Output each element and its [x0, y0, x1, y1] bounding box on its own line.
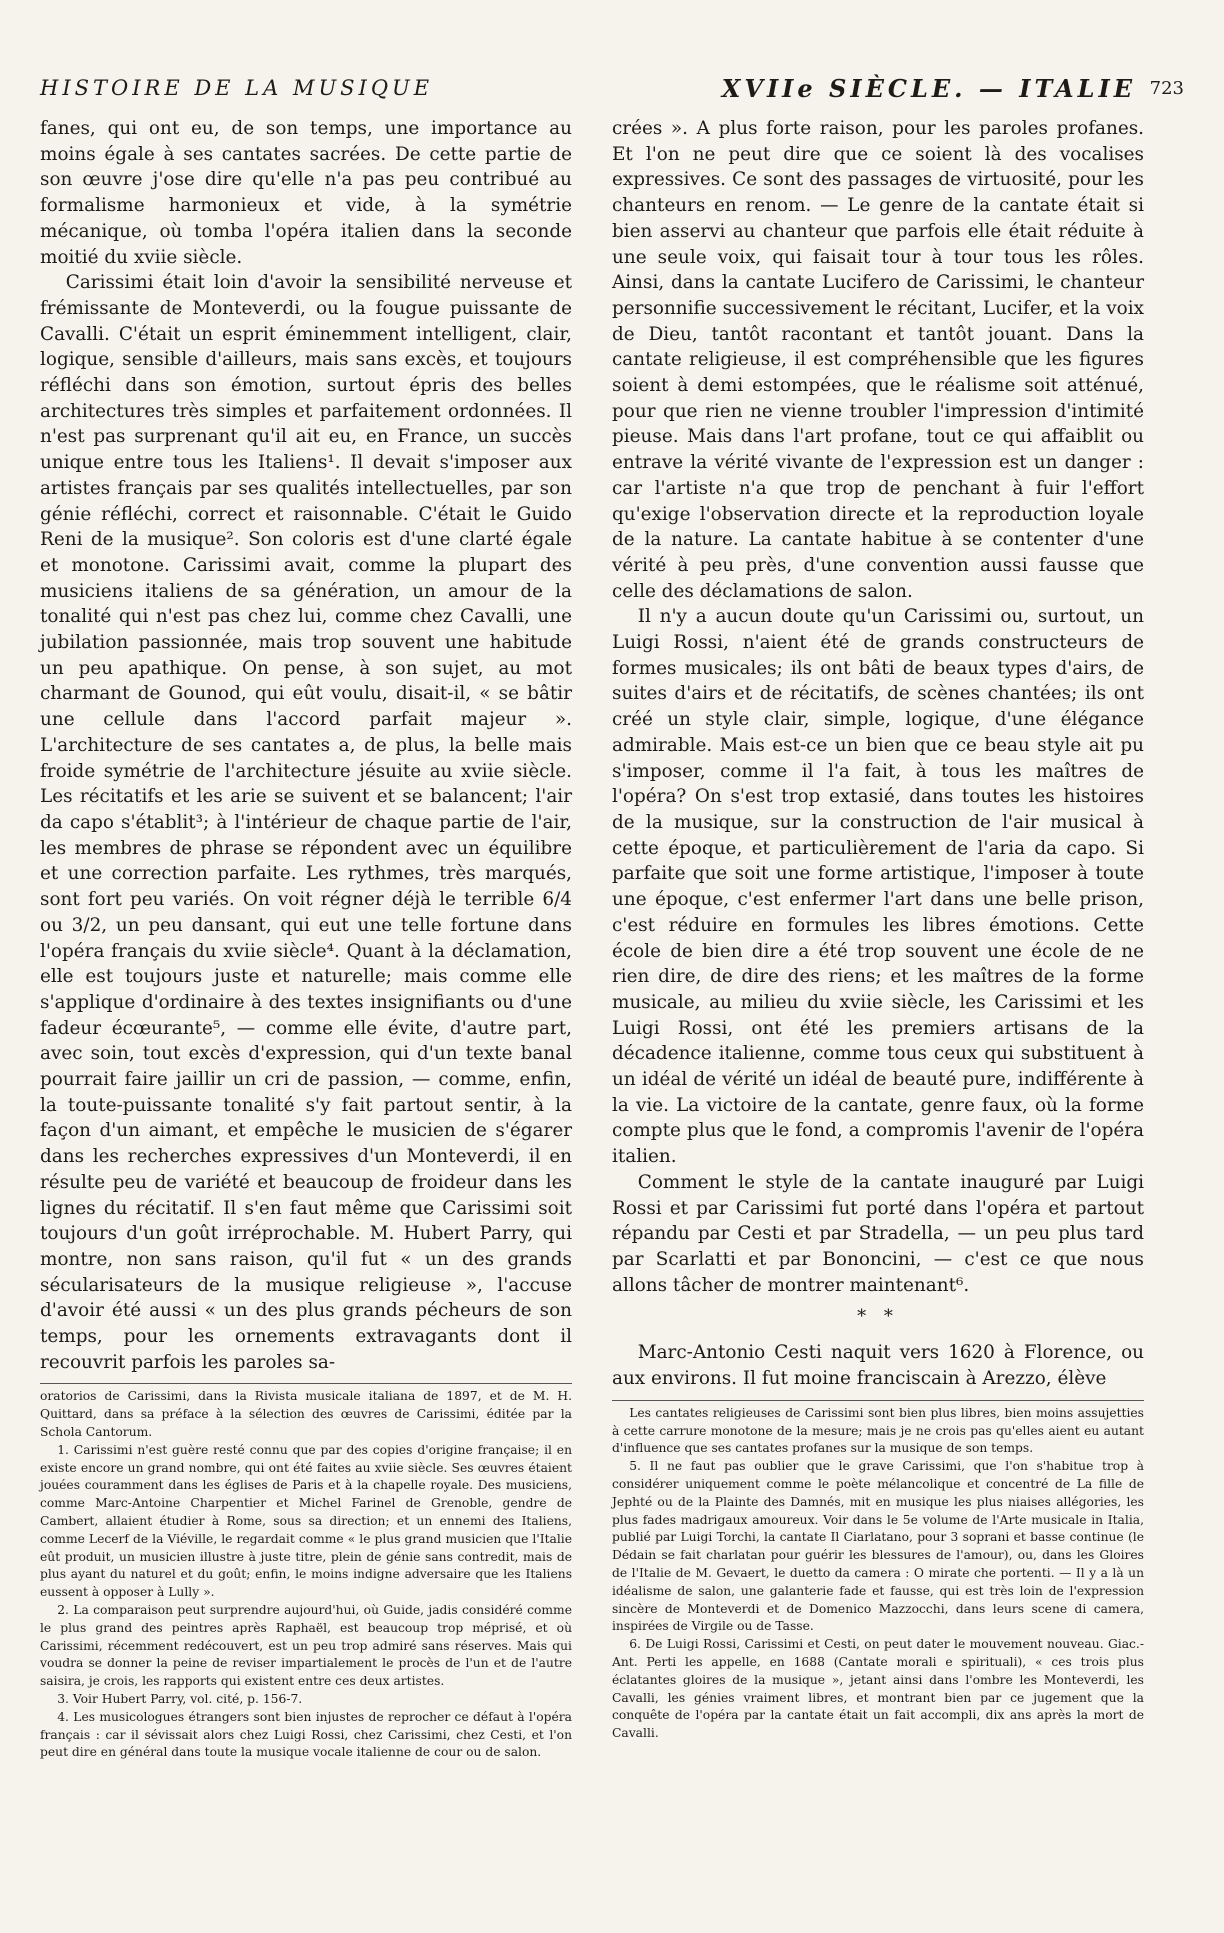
footnote: 1. Carissimi n'est guère resté connu que par des copies d'origine française; il en existe encore un grand nombre, qui ont été faites au xviie siècle. Ses œuvres étaient jouées couramment dans les églises de Paris et à la chapelle royale. Des musiciens, comme Marc-Antoine Charpentier et Michel Farinel de Grenoble, gendre de Cambert, allaient étudier à Rome, sous sa direction; et un ennemi des Italiens, comme Lecerf de la Viéville, le regardait comme « le plus grand musicien que l'Italie eût produit, un musicien illustre à juste titre, plein de génie sans contredit, mais de plus ayant du naturel et du goût; enfin, le moins indigne adversaire que les Italiens eussent à opposer à Lully ». — [40, 1442, 572, 1600]
paragraph: Marc-Antonio Cesti naquit vers 1620 à Florence, ou aux environs. Il fut moine franciscain à Arezzo, élève — [612, 1342, 1144, 1390]
paragraph: crées ». A plus forte raison, pour les paroles profanes. Et l'on ne peut dire que ce soient là des vocalises expressives. Ce sont des passages de virtuosité, pour les chanteurs en renom. — Le genre de la cantate était si bien asservi au chanteur que parfois elle était réduite à une seule voix, qui faisait tour à tour tous les rôles. Ainsi, dans la cantate Lucifero de Carissimi, le chanteur personnifie successivement le récitant, Lucifer, et la voix de Dieu, tantôt racontant et tantôt jouant. Dans la cantate religieuse, il est compréhensible que les figures soient à demi estompées, que le réalisme soit atténué, pour que rien ne vienne troubler l'impression d'intimité pieuse. Mais dans l'art profane, tout ce qui affaiblit ou entrave la vérité vivante de l'expression est un danger : car l'artiste n'a que trop de penchant à fuir l'effort qu'exige l'observation directe et la reproduction loyale de la nature. La cantate habitue à se contenter d'une vérité à peu près, d'une convention aussi fausse que celle des déclamations de salon. — [612, 118, 1144, 602]
footnote: 2. La comparaison peut surprendre aujourd'hui, où Guide, jadis considéré comme le plus grand des peintres après Raphaël, est beaucoup trop méprisé, et où Carissimi, récemment redécouvert, est un peu trop admiré sans réserves. Mais qui voudra se donner la peine de reviser impartialement le procès de l'un et de l'autre saisira, je crois, les rapports qui existent entre ces deux artistes. — [40, 1603, 572, 1689]
footnote: 5. Il ne faut pas oublier que le grave Carissimi, que l'on s'habitue trop à considérer uniquement comme le poète mélancolique et concentré de La fille de Jephté ou de la Plainte des Damnés, mit en musique les plus niaises allégories, les plus fades madrigaux amoureux. Voir dans le 5e volume de l'Arte musicale in Italia, publié par Luigi Torchi, la cantate Il Ciarlatano, pour 3 soprani et basse continue (le Dédain se fait charlatan pour guérir les blessures de l'amour), ou, dans les Gloires de l'Italie de M. Gevaert, le duetto da camera : O mirate che portenti. — Il y a là un idéalisme de salon, une galanterie fade et fausse, qui est très loin de l'expression sincère de Monteverdi et de Domenico Mazzocchi, dans leurs scene di camera, inspirées de Virgile ou de Tasse. — [612, 1459, 1144, 1634]
right-column — [612, 116, 1144, 1743]
footnote: 4. Les musicologues étrangers sont bien injustes de reprocher ce défaut à l'opéra français : car il sévissait alors chez Luigi Rossi, chez Carissimi, chez Cesti, et l'on peut dire en général dans toute la musique vocale italienne de cour ou de salon. — [40, 1709, 572, 1760]
right-footnotes — [612, 1400, 1144, 1743]
footnote: oratorios de Carissimi, dans la Rivista musicale italiana de 1897, et de M. H. Quittard, dans sa préface à la sélection des œuvres de Carissimi, éditée par la Schola Cantorum. — [40, 1389, 572, 1440]
left-column — [40, 116, 572, 1762]
footnote: Les cantates religieuses de Carissimi sont bien plus libres, bien moins assujetties à cette carrure monotone de la mesure; mais je ne crois pas qu'elles aient eu autant d'influence que ses cantates profanes sur la musique de son temps. — [612, 1405, 1144, 1456]
left-body-text — [40, 116, 572, 1375]
paragraph: Carissimi était loin d'avoir la sensibilité nerveuse et frémissante de Monteverdi, ou la fougue puissante de Cavalli. C'était un esprit éminemment intelligent, clair, logique, sensible d'ailleurs, mais sans excès, et toujours réfléchi dans son émotion, surtout épris des belles architectures très simples et parfaitement ordonnées. Il n'est pas surprenant qu'il ait eu, en France, un succès unique entre tous les Italiens¹. Il devait s'imposer aux artistes français par ses qualités intellectuelles, par son génie réfléchi, correct et raisonnable. C'était le Guido Reni de la musique². Son coloris est d'une clarté égale et monotone. Carissimi avait, comme la plupart des musiciens italiens de sa génération, un amour de la tonalité qui n'est pas chez lui, comme chez Cavalli, une jubilation passionnée, mais trop souvent une habitude un peu apathique. On pense, à son sujet, au mot charmant de Gounod, qui eût voulu, disait-il, « se bâtir une cellule dans l'accord parfait majeur ». L'architecture de ses cantates a, de plus, la belle mais froide symétrie de l'architecture jésuite au xviie siècle. Les récitatifs et les arie se suivent et se balancent; l'air da capo s'établit³; à l'intérieur de chaque partie de l'air, les membres de phrase se répondent avec un équilibre et une correction parfaite. Les rythmes, très marqués, sont fort peu variés. On voit régner déjà le terrible 6/4 ou 3/2, un peu dansant, qui eut une telle fortune dans l'opéra français du xviie siècle⁴. Quant à la déclamation, elle est toujours juste et naturelle; mais comme elle s'applique d'ordinaire à des textes insignifiants ou d'une fadeur écœurante⁵, — comme elle évite, d'autre part, avec soin, tout excès d'expression, qui d'un texte banal pourrait faire jaillir un cri de passion, — comme, enfin, la toute-puissante tonalité s'y fait partout sentir, à la façon d'un aimant, et empêche le musicien de s'égarer dans les recherches expressives d'un Monteverdi, il en résulte peu de variété et beaucoup de froideur dans les lignes du récitatif. Il s'en faut même que Carissimi soit toujours d'un goût irréprochable. M. Hubert Parry, qui montre, non sans raison, qu'il fut « un des grands sécularisateurs de la musique religieuse », l'accuse d'avoir été aussi « un des plus grands pécheurs de son temps, pour les ornements extravagants dont il recouvrit parfois les paroles sa- — [40, 272, 572, 1373]
left-footnotes — [40, 1383, 572, 1762]
page-number: 723 — [1149, 78, 1184, 99]
section-separator: * * — [857, 1306, 899, 1328]
paragraph: Comment le style de la cantate inauguré par Luigi Rossi et par Carissimi fut porté dans l'opéra et partout répandu par Cesti et par Stradella, — un peu plus tard par Scarlatti et par Bononcini, — c'est ce que nous allons tâcher de montrer maintenant⁶. — [612, 1171, 1144, 1296]
footnote: 6. De Luigi Rossi, Carissimi et Cesti, on peut dater le mouvement nouveau. Giac.-Ant. Perti les appelle, en 1688 (Cantate morali e spirituali), « ces trois plus éclatantes gloires de la musique », jetant ainsi dans l'ombre les Monteverdi, les Cavalli, les génies vraiment libres, et montrant bien par ce jugement que la conquête de l'opéra par la cantate était un fait accompli, dix ans après la mort de Cavalli. — [612, 1637, 1144, 1741]
footnote: 3. Voir Hubert Parry, vol. cité, p. 156-7. — [57, 1692, 303, 1706]
header-title-right: XVIIe SIÈCLE. — ITALIE — [721, 74, 1136, 103]
paragraph: fanes, qui ont eu, de son temps, une importance au moins égale à ses cantates sacrées. De cette partie de son œuvre j'ose dire qu'elle n'a pas peu contribué au formalisme harmonieux et vide, à la symétrie mécanique, où tomba l'opéra italien dans la seconde moitié du xviie siècle. — [40, 118, 572, 268]
right-body-text — [612, 116, 1144, 1392]
header-title-left: HISTOIRE DE LA MUSIQUE — [40, 76, 434, 100]
paragraph: Il n'y a aucun doute qu'un Carissimi ou, surtout, un Luigi Rossi, n'aient été de grands constructeurs de formes musicales; ils ont bâti de beaux types d'airs, de suites d'airs et de récitatifs, de scènes chantées; ils ont créé un style clair, simple, logique, d'une élégance admirable. Mais est-ce un bien que ce beau style ait pu s'imposer, comme il l'a fait, à tous les maîtres de l'opéra? On s'est trop extasié, dans toutes les histoires de la musique, sur la construction de l'air musical à cette époque, et particulièrement de l'aria da capo. Si parfaite que soit une forme artistique, l'imposer à toute une époque, c'est enfermer l'art dans une belle prison, c'est réduire en formules les libres émotions. Cette école de bien dire a été trop souvent une école de ne rien dire, de dire des riens; et les maîtres de la forme musicale, au milieu du xviie siècle, les Carissimi et les Luigi Rossi, ont été les premiers artisans de la décadence italienne, comme tous ceux qui substituent à un idéal de vérité un idéal de beauté pure, indifférente à la vie. La victoire de la cantate, genre faux, où la forme compte plus que le fond, a compromis l'avenir de l'opéra italien. — [612, 606, 1144, 1168]
running-header — [40, 74, 1184, 106]
